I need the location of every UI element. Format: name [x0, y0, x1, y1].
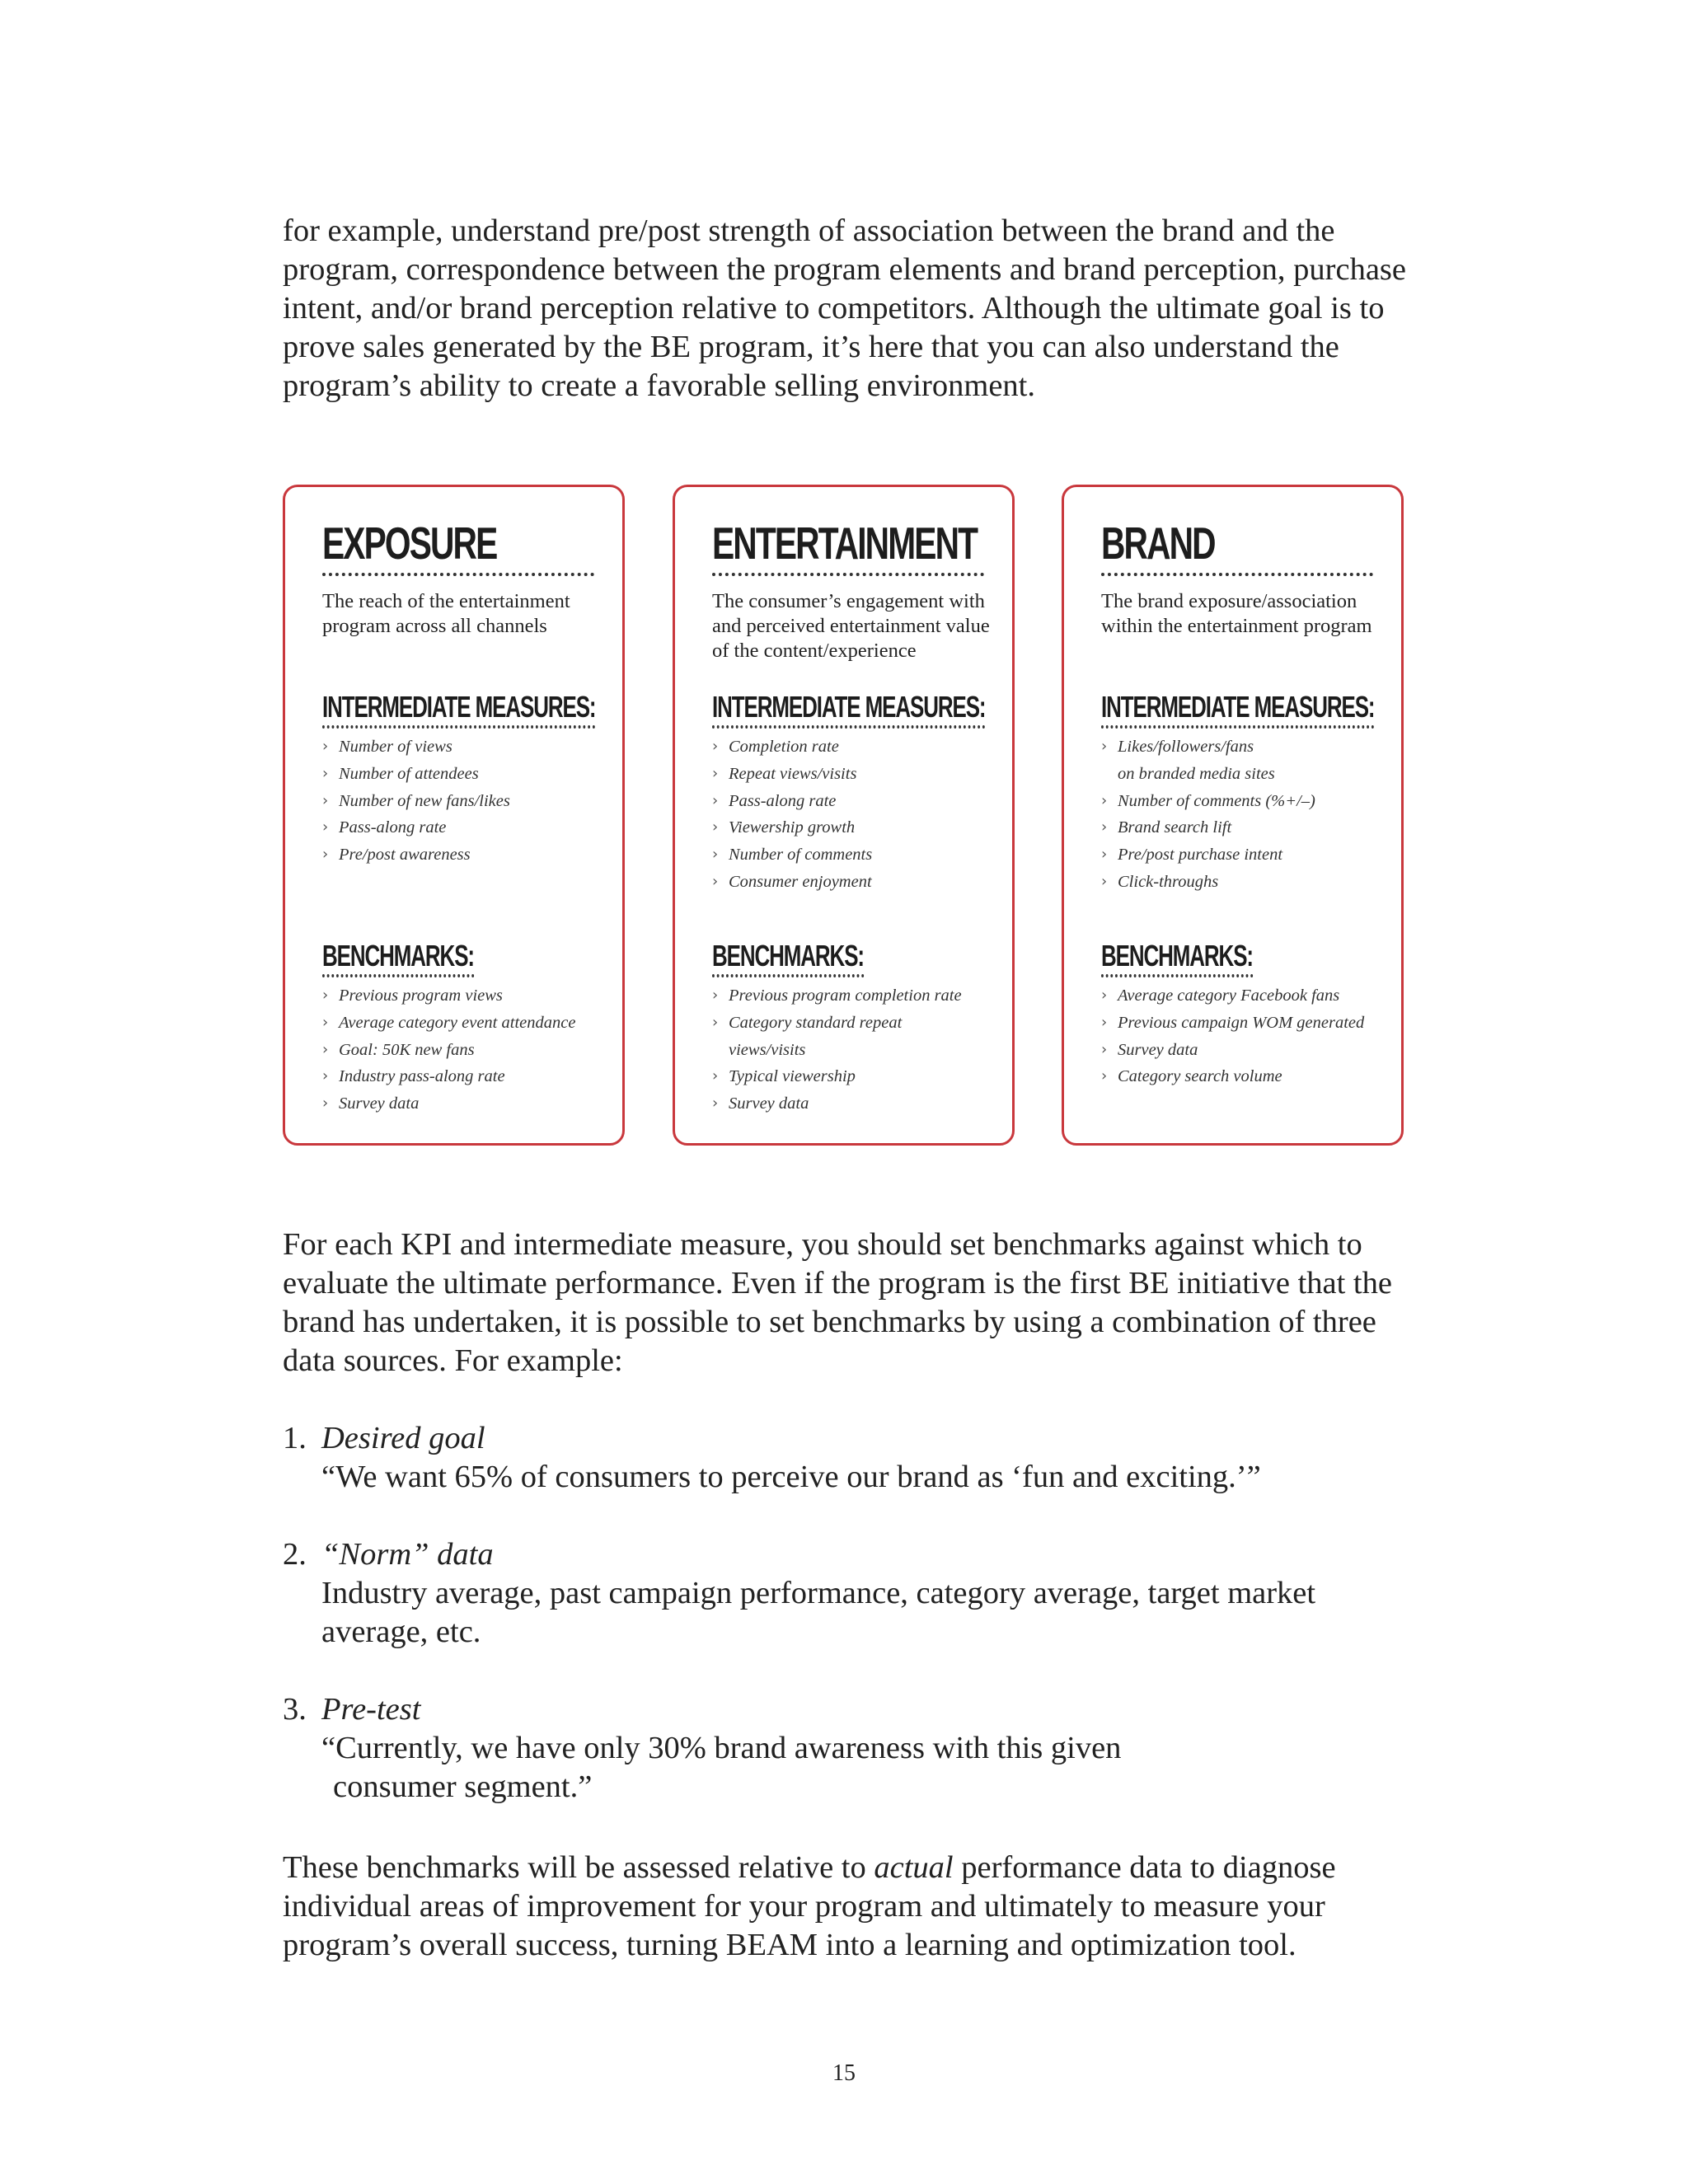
list-item	[283, 1690, 1437, 1807]
dotted-divider	[712, 573, 984, 576]
list-item: › Average category event attendance	[322, 1010, 607, 1037]
item-body: “Currently, we have only 30% brand awareness with this given	[321, 1731, 1122, 1765]
list-item: › Survey data	[1101, 1037, 1386, 1064]
list-item: › Pass-along rate	[712, 788, 996, 815]
chevron-icon: ›	[712, 764, 719, 782]
list-item: › Number of views	[322, 733, 607, 761]
card-entertainment	[673, 485, 1015, 1146]
list-item: › Average category Facebook fans	[1101, 982, 1386, 1010]
list-item: › Survey data	[712, 1090, 996, 1118]
item-number: 2.	[283, 1537, 307, 1572]
card-title: EXPOSURE	[322, 518, 497, 569]
chevron-icon: ›	[712, 846, 719, 864]
chevron-icon: ›	[1101, 872, 1108, 890]
list-item: › Category standard repeat	[712, 1010, 996, 1037]
item-body: consumer segment.”	[333, 1769, 593, 1804]
dotted-divider	[322, 573, 594, 576]
chevron-icon: ›	[322, 846, 329, 864]
kpi-cards	[283, 485, 1413, 1155]
card-brand	[1062, 485, 1404, 1146]
chevron-icon: ›	[712, 987, 719, 1004]
list-item: › Industry pass-along rate	[322, 1063, 607, 1090]
intermediate-list	[322, 733, 607, 923]
benchmarks-list	[712, 982, 996, 1118]
list-item: › Survey data	[322, 1090, 607, 1118]
benchmarks-paragraph: For each KPI and intermediate measure, you should set benchmarks against which to evaluate the ultimate performance. Even if the program is the first BE initiative that the brand has undertaken, it is possible to set benchmarks by using a combination of three data sources. For example:	[283, 1227, 1392, 1378]
list-item: › Pre/post purchase intent	[1101, 841, 1386, 869]
item-number: 3.	[283, 1692, 307, 1727]
closing-paragraph: These benchmarks will be assessed relative to actual performance data to diagnose individual areas of improvement for your program and ultimately to measure your program’s overall success, turning BEAM into a learning and optimization tool.	[283, 1850, 1336, 1962]
dotted-divider	[1101, 573, 1373, 576]
list-item: › Previous program completion rate	[712, 982, 996, 1010]
card-title: ENTERTAINMENT	[712, 518, 978, 569]
chevron-icon: ›	[322, 1094, 329, 1113]
chevron-icon: ›	[1101, 738, 1108, 755]
list-item: › Completion rate	[712, 733, 996, 761]
list-item: › Consumer enjoyment	[712, 869, 996, 896]
chevron-icon: ›	[712, 1013, 719, 1031]
list-item: › Number of comments	[712, 841, 996, 869]
card-title: BRAND	[1101, 518, 1215, 569]
chevron-icon: ›	[1101, 987, 1108, 1004]
chevron-icon: ›	[322, 1067, 329, 1085]
intermediate-list	[712, 733, 996, 923]
list-item: › Number of new fans/likes	[322, 788, 607, 815]
list-item: › Number of comments (%+/–)	[1101, 788, 1386, 815]
card-exposure	[283, 485, 625, 1146]
page-number: 15	[832, 2060, 856, 2086]
chevron-icon: ›	[322, 1040, 329, 1058]
item-body: Industry average, past campaign performance, category average, target market average, etc.	[321, 1576, 1316, 1649]
chevron-icon: ›	[322, 738, 329, 755]
card-description: The consumer’s engagement with and perceived entertainment value of the content/experience	[712, 590, 990, 662]
list-item: › Pre/post awareness	[322, 841, 607, 869]
list-item: › Repeat views/visits	[712, 761, 996, 788]
chevron-icon: ›	[712, 738, 719, 755]
intermediate-measures-heading: INTERMEDIATE MEASURES:	[712, 691, 985, 729]
list-item	[283, 1419, 1437, 1535]
chevron-icon: ›	[322, 764, 329, 782]
list-item: › Viewership growth	[712, 814, 996, 841]
chevron-icon: ›	[1101, 818, 1108, 837]
chevron-icon: ›	[712, 1094, 719, 1113]
benchmarks-heading: BENCHMARKS:	[1101, 940, 1253, 977]
chevron-icon: ›	[1101, 846, 1108, 864]
intermediate-list	[1101, 733, 1386, 923]
list-item	[283, 1535, 1437, 1690]
item-title: Pre-test	[321, 1692, 421, 1727]
chevron-icon: ›	[1101, 791, 1108, 809]
data-sources-list	[283, 1419, 1437, 1807]
item-number: 1.	[283, 1421, 307, 1455]
chevron-icon: ›	[322, 987, 329, 1004]
card-description: The brand exposure/association within the entertainment program	[1101, 590, 1372, 637]
chevron-icon: ›	[322, 1013, 329, 1031]
emphasis-text: actual	[874, 1850, 954, 1885]
list-item: › Typical viewership	[712, 1063, 996, 1090]
list-item: views/visits	[729, 1040, 806, 1059]
intermediate-measures-heading: INTERMEDIATE MEASURES:	[322, 691, 595, 729]
benchmarks-list	[1101, 982, 1386, 1090]
list-item: › Category search volume	[1101, 1063, 1386, 1090]
list-item: › Pass-along rate	[322, 814, 607, 841]
item-title: Desired goal	[321, 1421, 485, 1455]
chevron-icon: ›	[712, 872, 719, 890]
list-item: › Likes/followers/fans	[1101, 733, 1386, 761]
list-item: › Previous campaign WOM generated	[1101, 1010, 1386, 1037]
chevron-icon: ›	[1101, 1067, 1108, 1085]
chevron-icon: ›	[322, 818, 329, 837]
chevron-icon: ›	[712, 1067, 719, 1085]
item-body: “We want 65% of consumers to perceive our brand as ‘fun and exciting.’”	[321, 1460, 1261, 1494]
benchmarks-heading: BENCHMARKS:	[322, 940, 474, 977]
list-item: › Previous program views	[322, 982, 607, 1010]
chevron-icon: ›	[712, 791, 719, 809]
benchmarks-list	[322, 982, 607, 1118]
list-item: › Click-throughs	[1101, 869, 1386, 896]
chevron-icon: ›	[322, 791, 329, 809]
list-item: › Goal: 50K new fans	[322, 1037, 607, 1064]
item-title: “Norm” data	[321, 1537, 494, 1572]
chevron-icon: ›	[1101, 1040, 1108, 1058]
intermediate-measures-heading: INTERMEDIATE MEASURES:	[1101, 691, 1374, 729]
list-item: › Number of attendees	[322, 761, 607, 788]
card-description: The reach of the entertainment program across all channels	[322, 590, 570, 637]
chevron-icon: ›	[712, 818, 719, 837]
chevron-icon: ›	[1101, 1013, 1108, 1031]
list-item: on branded media sites	[1118, 764, 1275, 783]
list-item: › Brand search lift	[1101, 814, 1386, 841]
intro-paragraph: for example, understand pre/post strength of association between the brand and the program, correspondence between the program elements and brand perception, purchase intent, and/or brand perception relative to competitors. Although the ultimate goal is to prove sales generated by the BE program, it’s here that you can also understand the program’s ability to create a favorable selling environment.	[283, 213, 1406, 403]
benchmarks-heading: BENCHMARKS:	[712, 940, 864, 977]
